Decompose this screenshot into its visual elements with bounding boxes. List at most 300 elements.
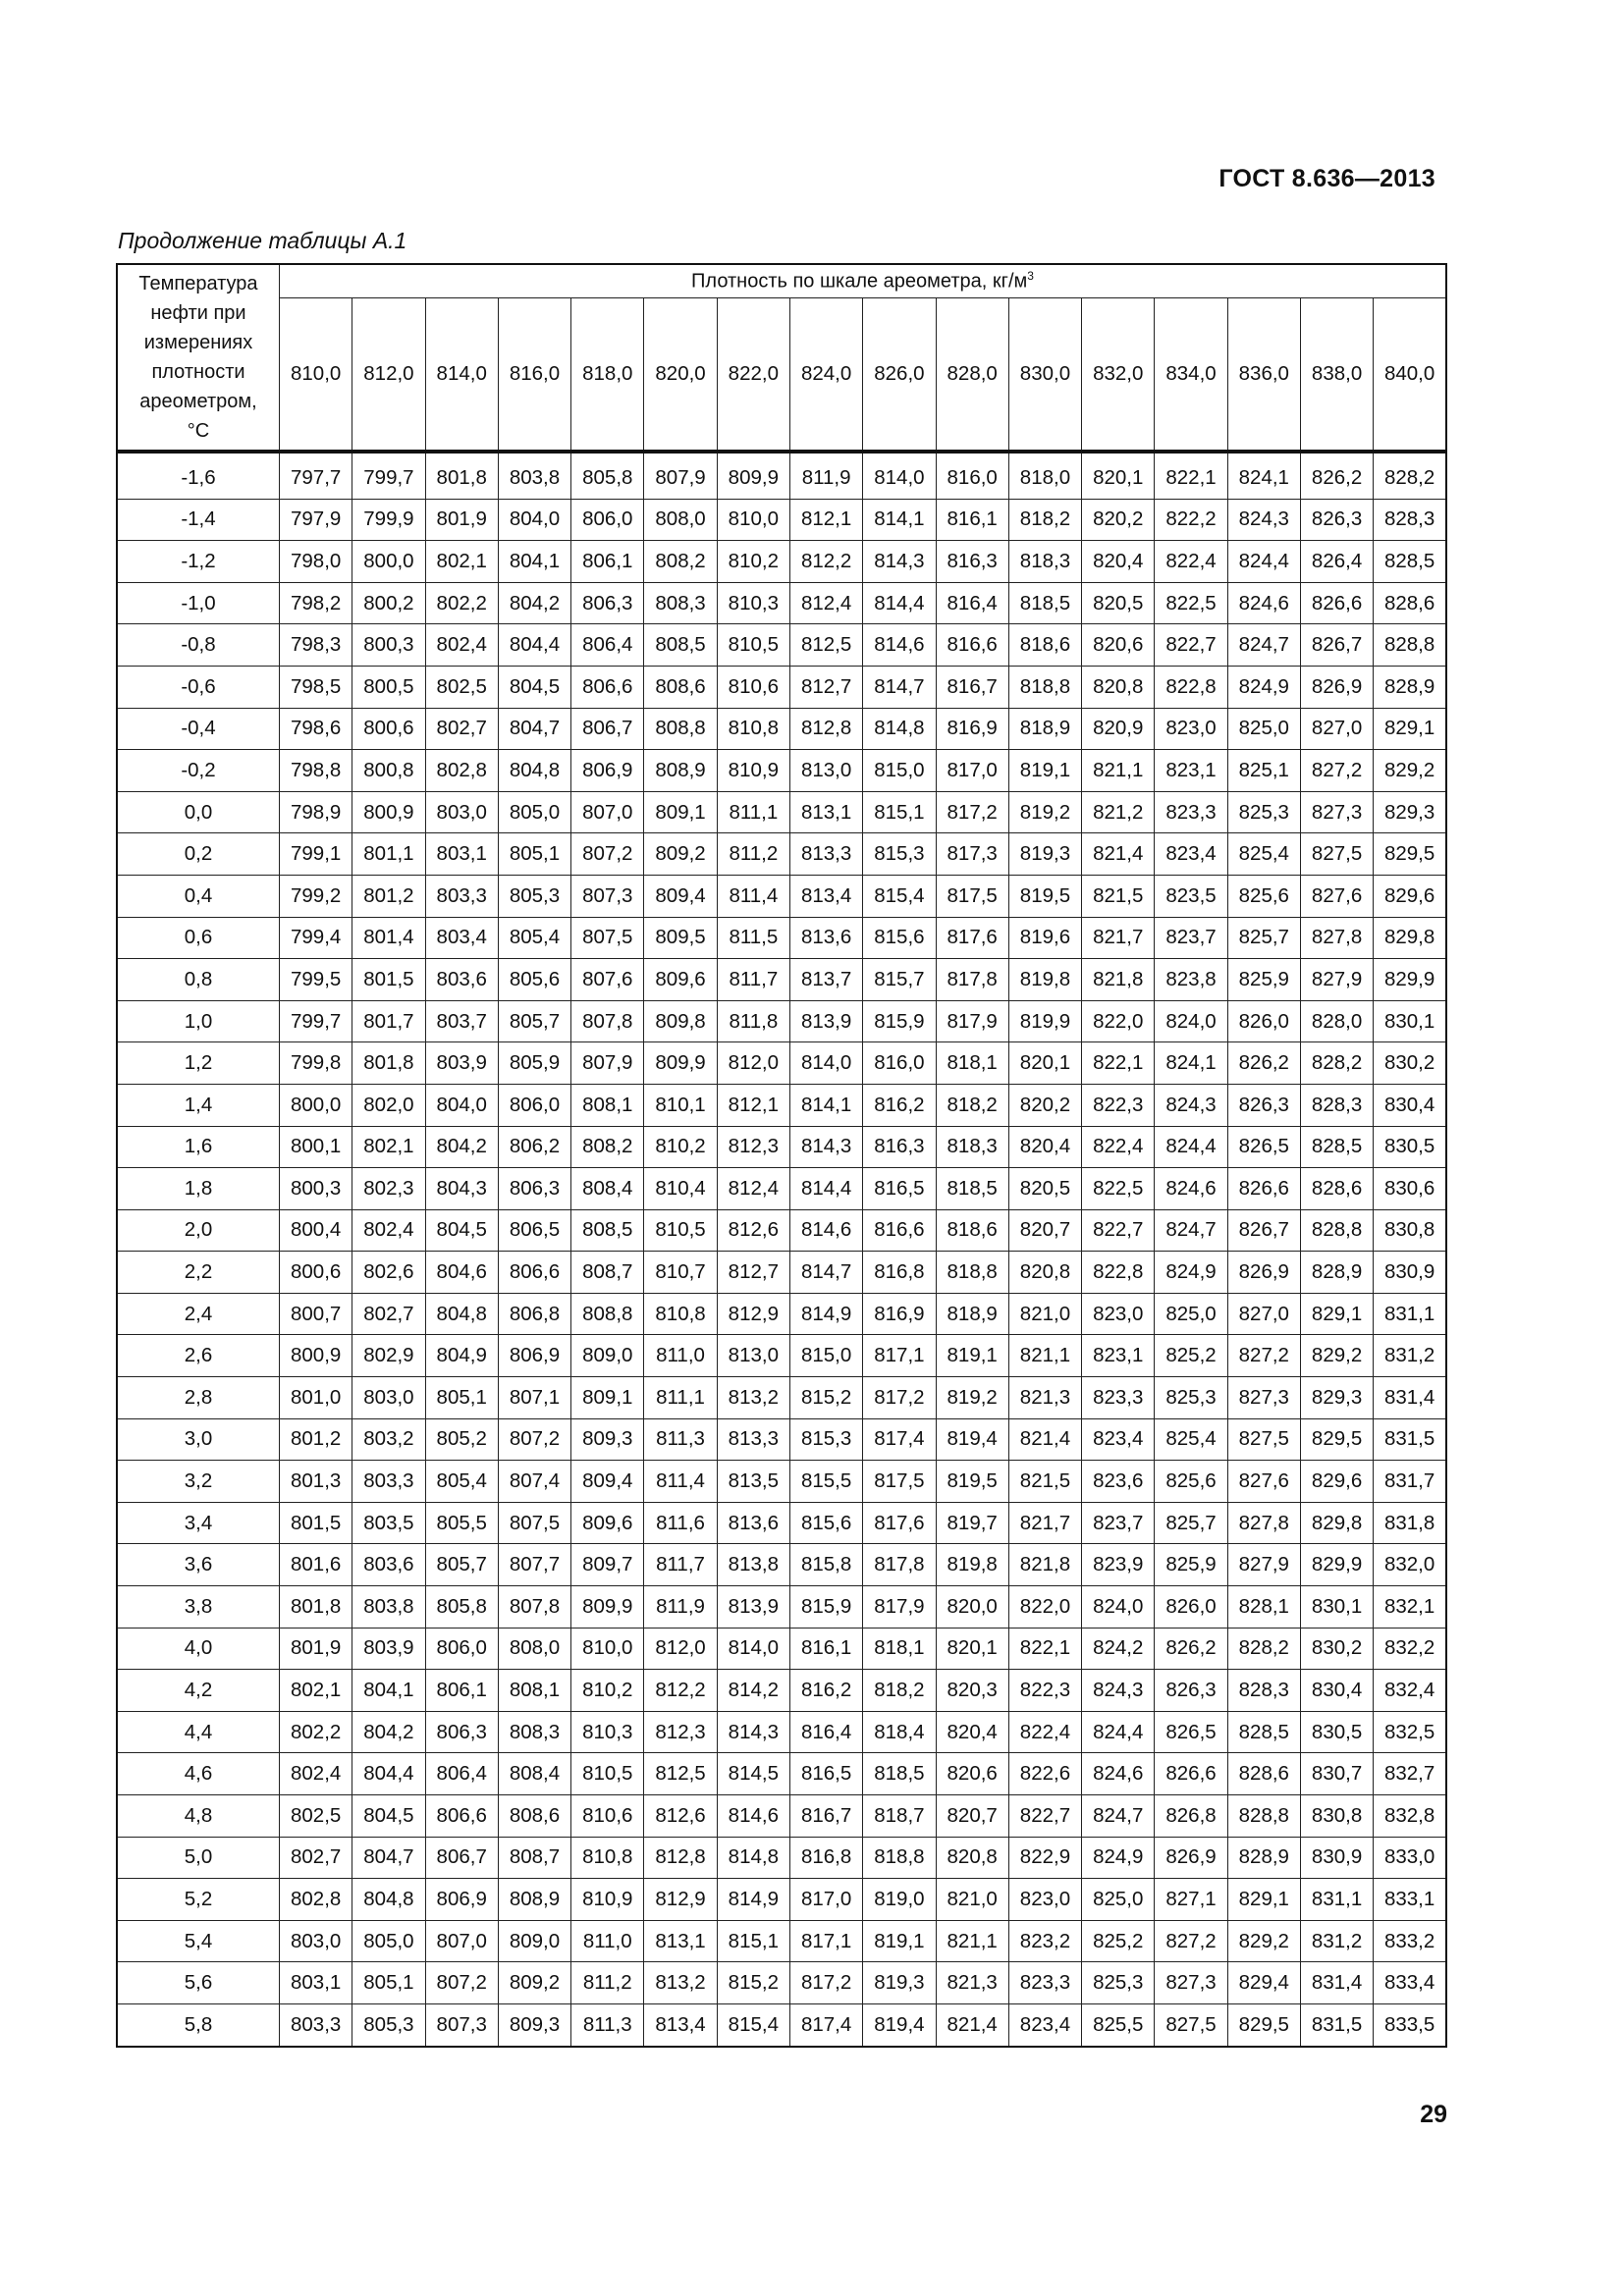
density-cell: 803,4	[425, 917, 498, 959]
density-cell: 806,8	[498, 1293, 570, 1335]
density-cell: 824,6	[1155, 1168, 1227, 1210]
density-cell: 802,1	[280, 1670, 352, 1712]
density-cell: 822,7	[1008, 1795, 1081, 1838]
density-cell: 822,4	[1008, 1711, 1081, 1753]
density-cell: 826,9	[1155, 1837, 1227, 1879]
density-cell: 818,3	[1008, 541, 1081, 583]
density-cell: 812,8	[789, 708, 862, 750]
density-cell: 819,2	[1008, 791, 1081, 833]
density-cell: 832,7	[1374, 1753, 1446, 1795]
density-cell: 818,6	[1008, 624, 1081, 667]
density-cell: 801,9	[425, 499, 498, 541]
density-cell: 823,3	[1155, 791, 1227, 833]
temperature-cell: 5,0	[117, 1837, 280, 1879]
density-cell: 806,5	[498, 1209, 570, 1252]
table-row	[117, 1461, 1446, 1503]
density-cell: 817,3	[936, 833, 1008, 876]
density-cell: 820,4	[1082, 541, 1155, 583]
temperature-header-line: измерениях	[143, 332, 253, 353]
density-cell: 811,4	[717, 875, 789, 917]
density-cell: 804,4	[352, 1753, 425, 1795]
density-cell: 806,0	[425, 1628, 498, 1670]
document-code: ГОСТ 8.636—2013	[1218, 165, 1435, 192]
density-cell: 827,0	[1300, 708, 1373, 750]
table-row	[117, 1544, 1446, 1586]
temperature-cell: 4,4	[117, 1711, 280, 1753]
density-cell: 827,8	[1300, 917, 1373, 959]
density-cell: 803,6	[425, 959, 498, 1001]
density-cell: 801,0	[280, 1377, 352, 1419]
density-cell: 804,1	[498, 541, 570, 583]
density-cell: 824,0	[1155, 1000, 1227, 1042]
density-cell: 809,0	[498, 1920, 570, 1962]
density-cell: 815,7	[863, 959, 936, 1001]
density-cell: 826,7	[1300, 624, 1373, 667]
density-cell: 808,4	[571, 1168, 644, 1210]
density-cell: 826,7	[1227, 1209, 1300, 1252]
density-cell: 826,3	[1227, 1084, 1300, 1126]
density-cell: 824,9	[1082, 1837, 1155, 1879]
table-row	[117, 666, 1446, 708]
density-cell: 820,3	[936, 1670, 1008, 1712]
density-cell: 816,9	[863, 1293, 936, 1335]
temperature-cell: 3,2	[117, 1461, 280, 1503]
density-scale-header	[280, 264, 1447, 297]
density-cell: 821,5	[1082, 875, 1155, 917]
density-cell: 805,4	[498, 917, 570, 959]
density-cell: 805,8	[425, 1586, 498, 1629]
temperature-cell: 0,0	[117, 791, 280, 833]
density-cell: 806,6	[498, 1252, 570, 1294]
density-cell: 818,9	[936, 1293, 1008, 1335]
density-cell: 811,1	[644, 1377, 717, 1419]
temperature-cell: 1,4	[117, 1084, 280, 1126]
table-header-row-1	[117, 264, 1446, 297]
density-cell: 813,4	[644, 2003, 717, 2046]
density-cell: 814,8	[717, 1837, 789, 1879]
density-cell: 814,0	[789, 1042, 862, 1085]
density-cell: 805,4	[425, 1461, 498, 1503]
table-row	[117, 1252, 1446, 1294]
density-cell: 810,5	[644, 1209, 717, 1252]
density-cell: 826,0	[1227, 1000, 1300, 1042]
density-cell: 814,2	[717, 1670, 789, 1712]
density-cell: 808,1	[571, 1084, 644, 1126]
density-cell: 802,1	[352, 1126, 425, 1168]
density-cell: 810,0	[717, 499, 789, 541]
density-cell: 829,5	[1300, 1418, 1373, 1461]
density-cell: 822,4	[1155, 541, 1227, 583]
density-cell: 816,3	[863, 1126, 936, 1168]
density-cell: 807,2	[425, 1962, 498, 2004]
density-cell: 821,7	[1008, 1502, 1081, 1544]
density-table-container	[116, 263, 1447, 2048]
density-cell: 813,6	[717, 1502, 789, 1544]
density-cell: 828,3	[1300, 1084, 1373, 1126]
density-cell: 814,4	[863, 582, 936, 624]
density-cell: 824,9	[1155, 1252, 1227, 1294]
density-cell: 816,1	[789, 1628, 862, 1670]
density-cell: 807,7	[498, 1544, 570, 1586]
density-cell: 814,9	[789, 1293, 862, 1335]
density-cell: 812,1	[789, 499, 862, 541]
density-cell: 829,3	[1374, 791, 1446, 833]
density-cell: 827,9	[1300, 959, 1373, 1001]
density-cell: 820,1	[1008, 1042, 1081, 1085]
density-cell: 828,3	[1227, 1670, 1300, 1712]
density-cell: 816,8	[789, 1837, 862, 1879]
temperature-cell: 0,2	[117, 833, 280, 876]
density-cell: 808,3	[498, 1711, 570, 1753]
density-cell: 824,4	[1155, 1126, 1227, 1168]
table-row	[117, 791, 1446, 833]
density-cell: 799,5	[280, 959, 352, 1001]
density-cell: 829,2	[1227, 1920, 1300, 1962]
density-cell: 800,0	[280, 1084, 352, 1126]
density-column-header: 826,0	[863, 297, 936, 452]
density-column-header: 828,0	[936, 297, 1008, 452]
density-cell: 802,8	[425, 750, 498, 792]
density-cell: 806,0	[571, 499, 644, 541]
density-cell: 810,9	[571, 1879, 644, 1921]
density-cell: 828,5	[1227, 1711, 1300, 1753]
density-cell: 820,4	[1008, 1126, 1081, 1168]
density-cell: 811,8	[717, 1000, 789, 1042]
density-cell: 812,4	[717, 1168, 789, 1210]
density-cell: 798,6	[280, 708, 352, 750]
density-cell: 804,8	[498, 750, 570, 792]
density-cell: 804,2	[498, 582, 570, 624]
density-cell: 803,8	[498, 452, 570, 499]
density-cell: 812,7	[717, 1252, 789, 1294]
density-cell: 812,9	[644, 1879, 717, 1921]
density-cell: 830,6	[1374, 1168, 1446, 1210]
density-cell: 826,2	[1155, 1628, 1227, 1670]
density-cell: 820,8	[936, 1837, 1008, 1879]
density-cell: 810,2	[644, 1126, 717, 1168]
density-cell: 811,1	[717, 791, 789, 833]
density-cell: 828,0	[1300, 1000, 1373, 1042]
density-cell: 812,5	[644, 1753, 717, 1795]
temperature-cell: 4,8	[117, 1795, 280, 1838]
density-cell: 815,3	[863, 833, 936, 876]
density-cell: 828,3	[1374, 499, 1446, 541]
density-cell: 817,4	[789, 2003, 862, 2046]
table-row	[117, 1795, 1446, 1838]
density-cell: 800,5	[352, 666, 425, 708]
density-cell: 818,6	[936, 1209, 1008, 1252]
density-cell: 816,2	[863, 1084, 936, 1126]
density-cell: 808,4	[498, 1753, 570, 1795]
density-cell: 806,3	[498, 1168, 570, 1210]
density-column-header: 812,0	[352, 297, 425, 452]
density-cell: 824,0	[1082, 1586, 1155, 1629]
density-column-header: 832,0	[1082, 297, 1155, 452]
density-cell: 820,7	[1008, 1209, 1081, 1252]
density-cell: 828,6	[1227, 1753, 1300, 1795]
density-cell: 804,5	[498, 666, 570, 708]
density-cell: 826,8	[1155, 1795, 1227, 1838]
density-cell: 817,1	[863, 1335, 936, 1377]
density-cell: 809,9	[571, 1586, 644, 1629]
density-cell: 824,7	[1155, 1209, 1227, 1252]
density-cell: 803,1	[280, 1962, 352, 2004]
density-cell: 823,4	[1082, 1418, 1155, 1461]
density-cell: 799,7	[280, 1000, 352, 1042]
density-cell: 822,7	[1082, 1209, 1155, 1252]
density-cell: 815,5	[789, 1461, 862, 1503]
density-cell: 816,3	[936, 541, 1008, 583]
density-cell: 806,6	[425, 1795, 498, 1838]
density-unit-superscript: 3	[1027, 269, 1034, 284]
density-cell: 822,1	[1082, 1042, 1155, 1085]
table-row	[117, 875, 1446, 917]
density-cell: 800,3	[280, 1168, 352, 1210]
density-cell: 826,5	[1227, 1126, 1300, 1168]
density-cell: 831,5	[1300, 2003, 1373, 2046]
density-cell: 823,9	[1082, 1544, 1155, 1586]
density-cell: 825,5	[1082, 2003, 1155, 2046]
density-cell: 801,3	[280, 1461, 352, 1503]
density-cell: 814,5	[717, 1753, 789, 1795]
density-cell: 825,6	[1155, 1461, 1227, 1503]
density-cell: 822,5	[1082, 1168, 1155, 1210]
density-cell: 810,8	[644, 1293, 717, 1335]
density-cell: 814,1	[789, 1084, 862, 1126]
density-cell: 821,0	[936, 1879, 1008, 1921]
density-cell: 825,1	[1227, 750, 1300, 792]
table-row	[117, 1335, 1446, 1377]
density-cell: 801,8	[280, 1586, 352, 1629]
density-cell: 830,5	[1300, 1711, 1373, 1753]
density-cell: 801,4	[352, 917, 425, 959]
density-cell: 806,0	[498, 1084, 570, 1126]
density-cell: 820,2	[1008, 1084, 1081, 1126]
density-cell: 829,5	[1374, 833, 1446, 876]
density-cell: 829,3	[1300, 1377, 1373, 1419]
density-cell: 819,1	[936, 1335, 1008, 1377]
density-cell: 825,2	[1155, 1335, 1227, 1377]
density-cell: 822,6	[1008, 1753, 1081, 1795]
density-cell: 832,8	[1374, 1795, 1446, 1838]
density-cell: 823,0	[1082, 1293, 1155, 1335]
temperature-cell: 1,0	[117, 1000, 280, 1042]
density-cell: 824,1	[1155, 1042, 1227, 1085]
density-cell: 831,5	[1374, 1418, 1446, 1461]
density-cell: 809,2	[644, 833, 717, 876]
density-cell: 813,5	[717, 1461, 789, 1503]
density-cell: 809,5	[644, 917, 717, 959]
density-cell: 806,4	[425, 1753, 498, 1795]
page-number: 29	[1420, 2101, 1447, 2128]
temperature-cell: 0,6	[117, 917, 280, 959]
density-cell: 823,6	[1082, 1461, 1155, 1503]
density-cell: 823,1	[1082, 1335, 1155, 1377]
density-cell: 823,1	[1155, 750, 1227, 792]
density-cell: 821,4	[1008, 1418, 1081, 1461]
density-cell: 811,3	[571, 2003, 644, 2046]
density-cell: 826,0	[1155, 1586, 1227, 1629]
density-cell: 821,1	[936, 1920, 1008, 1962]
density-cell: 822,2	[1155, 499, 1227, 541]
density-cell: 821,4	[936, 2003, 1008, 2046]
density-cell: 826,3	[1155, 1670, 1227, 1712]
density-cell: 828,9	[1227, 1837, 1300, 1879]
density-cell: 826,9	[1300, 666, 1373, 708]
density-cell: 821,1	[1008, 1335, 1081, 1377]
density-cell: 809,3	[571, 1418, 644, 1461]
density-cell: 799,4	[280, 917, 352, 959]
density-cell: 812,9	[717, 1293, 789, 1335]
density-cell: 827,3	[1300, 791, 1373, 833]
density-cell: 814,3	[717, 1711, 789, 1753]
density-cell: 819,1	[863, 1920, 936, 1962]
density-column-header: 820,0	[644, 297, 717, 452]
density-cell: 816,2	[789, 1670, 862, 1712]
density-cell: 814,1	[863, 499, 936, 541]
density-cell: 800,7	[280, 1293, 352, 1335]
density-cell: 813,2	[644, 1962, 717, 2004]
table-row	[117, 1670, 1446, 1712]
density-cell: 800,9	[352, 791, 425, 833]
density-cell: 811,6	[644, 1502, 717, 1544]
density-cell: 812,0	[644, 1628, 717, 1670]
density-cell: 803,3	[352, 1461, 425, 1503]
density-cell: 808,2	[644, 541, 717, 583]
table-row	[117, 1293, 1446, 1335]
density-cell: 801,6	[280, 1544, 352, 1586]
table-row	[117, 750, 1446, 792]
density-cell: 814,0	[717, 1628, 789, 1670]
density-cell: 803,8	[352, 1586, 425, 1629]
density-cell: 807,5	[498, 1502, 570, 1544]
density-cell: 821,0	[1008, 1293, 1081, 1335]
density-cell: 807,2	[571, 833, 644, 876]
table-header-row-2	[117, 297, 1446, 452]
temperature-header-line: ареометром,	[139, 391, 257, 412]
density-cell: 812,5	[789, 624, 862, 667]
table-row	[117, 833, 1446, 876]
density-cell: 833,5	[1374, 2003, 1446, 2046]
density-cell: 810,8	[571, 1837, 644, 1879]
density-cell: 826,5	[1155, 1711, 1227, 1753]
table-body	[117, 452, 1446, 2047]
density-cell: 809,9	[644, 1042, 717, 1085]
density-cell: 809,7	[571, 1544, 644, 1586]
density-cell: 822,8	[1155, 666, 1227, 708]
density-cell: 815,1	[717, 1920, 789, 1962]
density-cell: 809,6	[644, 959, 717, 1001]
density-cell: 813,0	[717, 1335, 789, 1377]
density-cell: 820,4	[936, 1711, 1008, 1753]
density-cell: 808,5	[644, 624, 717, 667]
density-cell: 829,8	[1300, 1502, 1373, 1544]
density-cell: 820,2	[1082, 499, 1155, 541]
density-cell: 818,2	[1008, 499, 1081, 541]
density-cell: 816,0	[936, 452, 1008, 499]
density-cell: 802,7	[280, 1837, 352, 1879]
density-cell: 807,6	[571, 959, 644, 1001]
density-cell: 814,7	[863, 666, 936, 708]
table-row	[117, 1418, 1446, 1461]
density-cell: 827,8	[1227, 1502, 1300, 1544]
density-cell: 818,5	[936, 1168, 1008, 1210]
density-cell: 821,3	[936, 1962, 1008, 2004]
density-cell: 808,9	[644, 750, 717, 792]
density-cell: 806,7	[571, 708, 644, 750]
density-cell: 803,1	[425, 833, 498, 876]
density-cell: 817,9	[936, 1000, 1008, 1042]
density-cell: 804,2	[352, 1711, 425, 1753]
density-cell: 831,4	[1374, 1377, 1446, 1419]
density-cell: 828,1	[1227, 1586, 1300, 1629]
density-cell: 807,3	[571, 875, 644, 917]
density-cell: 802,6	[352, 1252, 425, 1294]
density-cell: 818,1	[936, 1042, 1008, 1085]
density-cell: 819,3	[1008, 833, 1081, 876]
density-cell: 801,2	[352, 875, 425, 917]
density-cell: 819,6	[1008, 917, 1081, 959]
density-cell: 810,3	[571, 1711, 644, 1753]
density-cell: 829,5	[1227, 2003, 1300, 2046]
density-cell: 811,9	[644, 1586, 717, 1629]
density-cell: 802,0	[352, 1084, 425, 1126]
density-cell: 811,2	[571, 1962, 644, 2004]
density-cell: 805,2	[425, 1418, 498, 1461]
temperature-cell: -0,4	[117, 708, 280, 750]
density-column-header: 810,0	[280, 297, 352, 452]
density-cell: 828,6	[1300, 1168, 1373, 1210]
density-cell: 809,3	[498, 2003, 570, 2046]
density-cell: 828,9	[1374, 666, 1446, 708]
density-cell: 808,0	[498, 1628, 570, 1670]
density-cell: 825,9	[1155, 1544, 1227, 1586]
density-cell: 826,6	[1155, 1753, 1227, 1795]
density-cell: 822,1	[1155, 452, 1227, 499]
density-cell: 815,8	[789, 1544, 862, 1586]
density-cell: 800,3	[352, 624, 425, 667]
density-cell: 802,4	[425, 624, 498, 667]
density-cell: 806,9	[425, 1879, 498, 1921]
density-cell: 831,2	[1300, 1920, 1373, 1962]
density-cell: 819,5	[936, 1461, 1008, 1503]
density-cell: 801,8	[425, 452, 498, 499]
density-cell: 802,5	[425, 666, 498, 708]
density-cell: 821,3	[1008, 1377, 1081, 1419]
density-cell: 806,4	[571, 624, 644, 667]
density-cell: 824,2	[1082, 1628, 1155, 1670]
temperature-cell: 5,2	[117, 1879, 280, 1921]
density-cell: 819,0	[863, 1879, 936, 1921]
density-column-header: 822,0	[717, 297, 789, 452]
density-cell: 824,3	[1082, 1670, 1155, 1712]
temperature-header-line: нефти при	[150, 302, 246, 324]
density-cell: 815,2	[717, 1962, 789, 2004]
temperature-cell: 3,4	[117, 1502, 280, 1544]
density-cell: 808,5	[571, 1209, 644, 1252]
density-cell: 812,7	[789, 666, 862, 708]
density-cell: 824,7	[1082, 1795, 1155, 1838]
density-cell: 823,7	[1155, 917, 1227, 959]
density-cell: 812,6	[644, 1795, 717, 1838]
density-cell: 800,6	[280, 1252, 352, 1294]
table-row	[117, 1502, 1446, 1544]
density-cell: 807,9	[644, 452, 717, 499]
table-row	[117, 1920, 1446, 1962]
table-row	[117, 2003, 1446, 2046]
density-cell: 824,6	[1227, 582, 1300, 624]
density-cell: 812,8	[644, 1837, 717, 1879]
